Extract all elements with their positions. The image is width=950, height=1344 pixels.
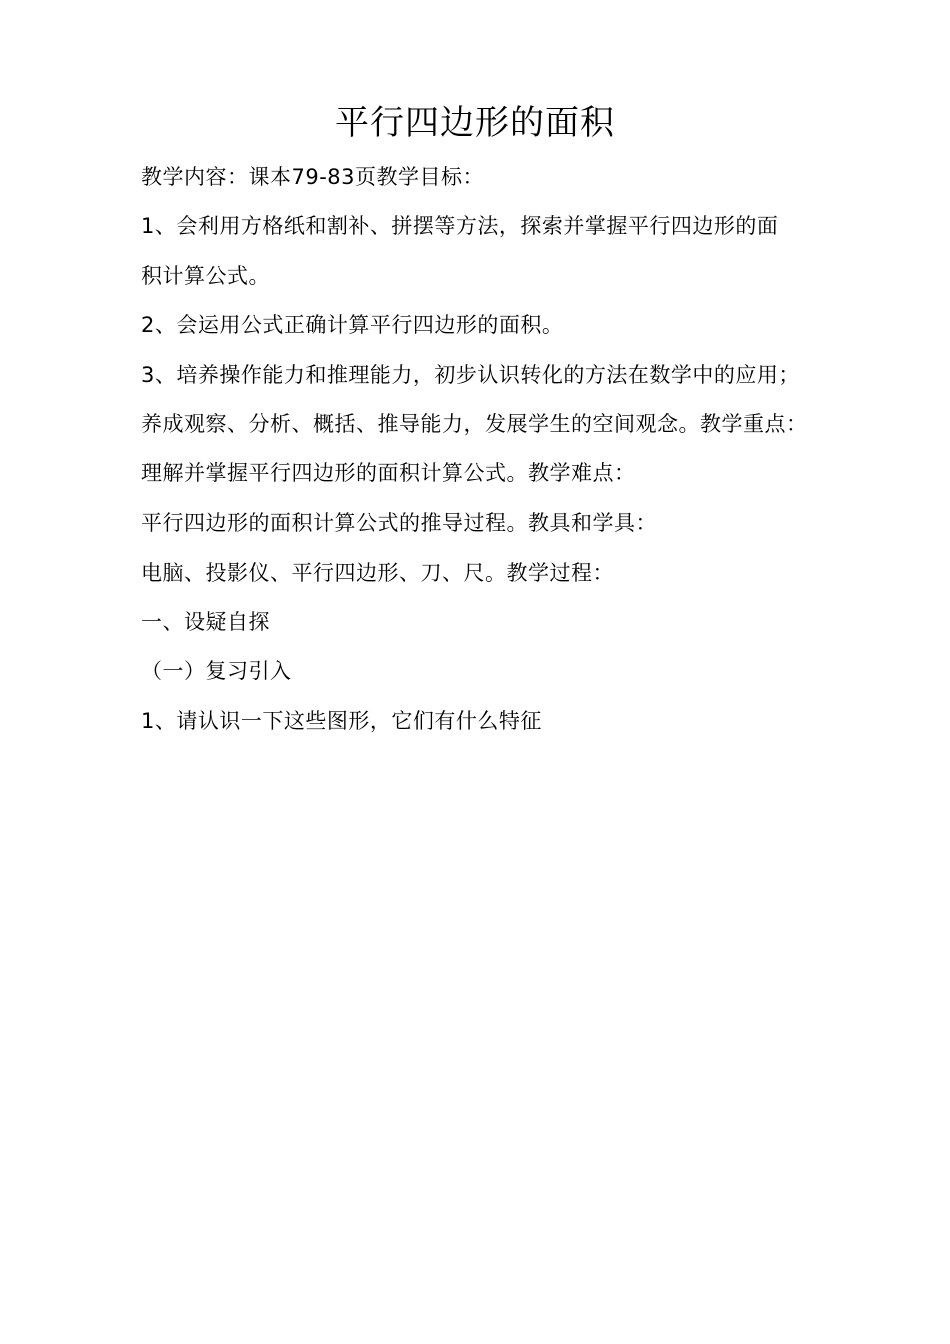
objective-1-continuation-line: 积计算公式。 <box>141 264 270 288</box>
key-point-line: 理解并掌握平行四边形的面积计算公式。教学难点： <box>141 461 636 485</box>
objective-2-line: 2、会运用公式正确计算平行四边形的面积。 <box>141 313 564 337</box>
subsection-heading-1: （一）复习引入 <box>141 659 292 683</box>
section-heading-1: 一、设疑自探 <box>141 610 270 634</box>
document-title: 平行四边形的面积 <box>335 103 615 143</box>
difficulty-line: 平行四边形的面积计算公式的推导过程。教具和学具： <box>141 511 657 535</box>
teaching-tools-line: 电脑、投影仪、平行四边形、刀、尺。教学过程： <box>141 561 614 585</box>
objective-3-line: 3、培养操作能力和推理能力，初步认识转化的方法在数学中的应用； <box>141 363 800 387</box>
objective-1-line: 1、会利用方格纸和割补、拼摆等方法，探索并掌握平行四边形的面 <box>141 214 779 238</box>
question-1-line: 1、请认识一下这些图形，它们有什么特征 <box>141 709 542 733</box>
objective-3-continuation-line: 养成观察、分析、概括、推导能力，发展学生的空间观念。教学重点： <box>141 412 808 436</box>
teaching-content-line: 教学内容：课本79-83页教学目标： <box>141 165 485 189</box>
